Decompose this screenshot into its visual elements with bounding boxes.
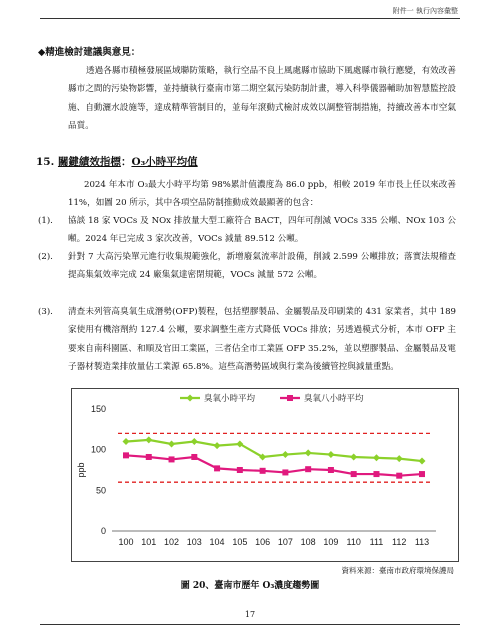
header-rule	[40, 18, 460, 19]
data-point	[169, 456, 175, 462]
data-point	[214, 442, 221, 449]
data-point	[260, 468, 266, 474]
paragraph-kpi: 2024 年本市 O₃最大小時平均第 98%累計值濃度為 86.0 ppb，相較 2019 年市長上任以來改善 11%，如圖 20 所示，其中各項空品防制推動成效最顯著的包含：	[68, 180, 456, 209]
list-item-number: (2).	[38, 252, 53, 262]
footer-rule	[40, 624, 460, 625]
data-point	[328, 467, 334, 473]
y-tick-label: 150	[90, 404, 106, 414]
y-tick-label: 50	[95, 485, 106, 496]
page-header: 附件一 執行內容彙整	[392, 7, 458, 15]
data-point	[373, 454, 380, 461]
section-heading: ◆精進檢討建議與意見：	[38, 47, 141, 58]
legend-marker	[187, 395, 194, 402]
data-point	[123, 438, 130, 445]
list-item-text: 清查未列管高臭氧生成潛勢(OFP)製程，包括塑膠製品、金屬製品及印刷業的 431 家業者，其中 189 家使用有機溶劑約 127.4 公噸，要求調整生產方式降低 VOCs 排放；另透過模式分析，本市 OFP 主要來自南科園區、和順及官田工業區，三者佔全市工業區 OFP 35.2%，並以塑膠製品、金屬製品及電子器材製造業排放量佔工業源 65.8%。這些高潛勢區域與行業為後續管控與減量重點。	[68, 307, 456, 373]
data-point	[191, 438, 198, 445]
y-tick-label: 100	[90, 444, 106, 455]
data-point	[350, 453, 357, 460]
data-point	[396, 455, 403, 462]
x-tick-label: 112	[392, 537, 407, 547]
x-tick-label: 102	[164, 537, 180, 547]
x-tick-label: 113	[414, 537, 430, 547]
kpi-number: 15.	[36, 156, 55, 168]
data-point	[282, 451, 289, 458]
x-tick-label: 104	[209, 537, 225, 547]
y-tick-label: 0	[100, 526, 106, 536]
data-point	[168, 440, 175, 447]
data-point	[305, 449, 312, 456]
data-point	[305, 466, 311, 472]
legend-marker	[287, 395, 293, 401]
x-tick-label: 111	[369, 537, 384, 547]
kpi-metric: O₃小時平均值	[131, 156, 198, 168]
data-source: 資料來源：臺南市政府環境保護局	[341, 566, 454, 575]
x-tick-label: 103	[186, 537, 202, 547]
data-point	[419, 471, 425, 477]
list-item-number: (3).	[38, 307, 53, 317]
list-item-text: 協談 18 家 VOCs 及 NOx 排放量大型工廠符合 BACT，四年可削減 VOCs 335 公噸、NOx 103 公噸。2024 年已完成 3 家次改善，VOCs 減量 89.512 公噸。	[68, 216, 456, 245]
data-point	[396, 473, 402, 479]
data-point	[327, 451, 334, 458]
ozone-trend-chart	[71, 388, 459, 562]
data-point	[146, 454, 152, 460]
x-tick-label: 107	[277, 537, 293, 547]
data-point	[373, 471, 379, 477]
paragraph-review: 透過各縣市積極發展區域聯防策略，執行空品不良上風處縣市協助下風處縣市執行應變，有效改善縣市之間的污染物影響，並持續執行臺南市第二期空氣污染防制計畫，導入科學儀器輔助加智慧監控設施、自動灑水設施等，達成精準管制目的，並每年滾動式檢討成效以調整管制措施，持續改善本市空氣品質。	[68, 66, 456, 132]
legend-label: 臭氧小時平均	[204, 394, 256, 404]
x-tick-label: 110	[346, 537, 361, 547]
x-tick-label: 105	[232, 537, 248, 547]
data-point	[191, 454, 197, 460]
x-tick-label: 101	[141, 537, 157, 547]
data-point	[282, 469, 288, 475]
data-point	[237, 467, 243, 473]
kpi-heading	[36, 154, 198, 169]
figure-caption: 圖 20、臺南市歷年 O₃濃度趨勢圖	[180, 581, 320, 591]
page-number: 17	[244, 610, 256, 619]
data-point	[123, 452, 129, 458]
y-axis-label: ppb	[76, 462, 86, 478]
data-point	[351, 471, 357, 477]
x-tick-label: 109	[323, 537, 339, 547]
list-item-text: 針對 7 大高污染單元進行收集規範強化，新增廢氣流率計設備，削減 2.599 公噸排放；落實法規稽查提高集氣效率完成 24 廠集氣達密閉規範，VOCs 減量 572 公噸。	[68, 252, 456, 281]
chart-svg	[72, 389, 458, 561]
data-point	[145, 436, 152, 443]
data-point	[214, 465, 220, 471]
kpi-label: 關鍵績效指標	[57, 156, 121, 168]
legend-label: 臭氧八小時平均	[304, 394, 364, 404]
x-tick-label: 108	[300, 537, 316, 547]
x-tick-label: 106	[255, 537, 271, 547]
x-tick-label: 100	[118, 537, 134, 547]
list-item-number: (1).	[38, 216, 53, 226]
data-point	[419, 458, 426, 465]
kpi-separator: ：	[120, 156, 132, 168]
